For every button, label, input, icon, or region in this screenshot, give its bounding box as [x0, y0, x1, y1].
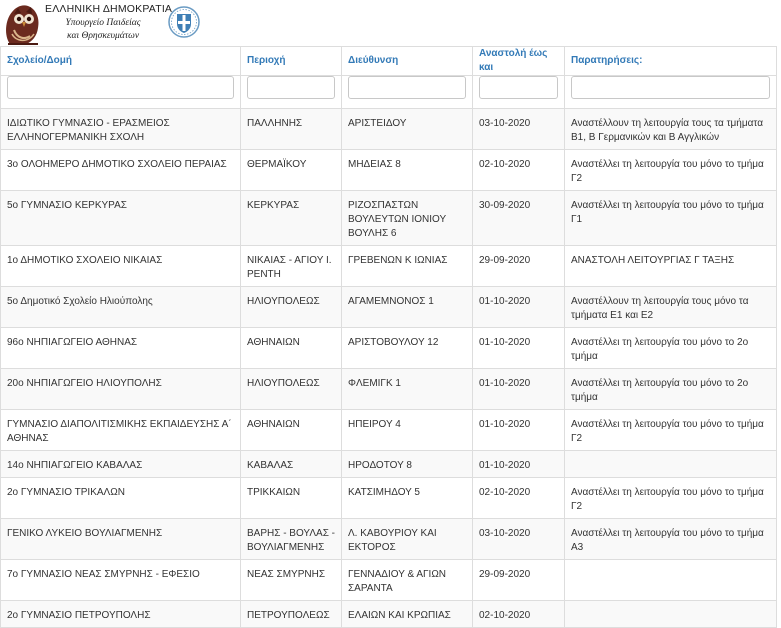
owl-logo-icon — [2, 0, 44, 46]
cell-suspension-until: 01-10-2020 — [473, 328, 565, 369]
table-header-row — [1, 47, 777, 76]
table-row — [1, 109, 777, 150]
cell-suspension-until: 03-10-2020 — [473, 519, 565, 560]
cell-suspension-until: 30-09-2020 — [473, 191, 565, 246]
cell-suspension-until: 02-10-2020 — [473, 150, 565, 191]
cell-area: ΠΕΤΡΟΥΠΟΛΕΩΣ — [241, 601, 342, 628]
table-row — [1, 246, 777, 287]
cell-school: ΓΥΜΝΑΣΙΟ ΔΙΑΠΟΛΙΤΙΣΜΙΚΗΣ ΕΚΠΑΙΔΕΥΣΗΣ Α΄ ΑΘΗΝΑΣ — [1, 410, 241, 451]
cell-suspension-until: 01-10-2020 — [473, 451, 565, 478]
table-row — [1, 519, 777, 560]
cell-address: ΜΗΔΕΙΑΣ 8 — [342, 150, 473, 191]
cell-school: 20ο ΝΗΠΙΑΓΩΓΕΙΟ ΗΛΙΟΥΠΟΛΗΣ — [1, 369, 241, 410]
ministry-line-1: Υπουργείο Παιδείας — [65, 18, 141, 28]
cell-school: 2ο ΓΥΜΝΑΣΙΟ ΤΡΙΚΑΛΩΝ — [1, 478, 241, 519]
column-header-notes[interactable]: Παρατηρήσεις: — [565, 47, 777, 76]
column-header-school[interactable]: Σχολείο/Δομή — [1, 47, 241, 76]
table-row — [1, 191, 777, 246]
ministry-name — [58, 17, 148, 43]
column-header-suspension-until[interactable]: Αναστολή έως και — [473, 47, 565, 76]
cell-area: ΘΕΡΜΑΪΚΟΥ — [241, 150, 342, 191]
cell-address: ΦΛΕΜΙΓΚ 1 — [342, 369, 473, 410]
table-row — [1, 410, 777, 451]
cell-address: ΑΡΙΣΤΕΙΔΟΥ — [342, 109, 473, 150]
filter-input-suspension-until[interactable] — [479, 76, 558, 99]
school-suspensions-table — [0, 46, 777, 628]
cell-area: ΠΑΛΛΗΝΗΣ — [241, 109, 342, 150]
republic-title: ΕΛΛΗΝΙΚΗ ΔΗΜΟΚΡΑΤΙΑ — [45, 3, 173, 15]
table-row — [1, 560, 777, 601]
cell-address: ΓΡΕΒΕΝΩΝ Κ ΙΩΝΙΑΣ — [342, 246, 473, 287]
cell-address: ΗΡΟΔΟΤΟΥ 8 — [342, 451, 473, 478]
cell-school: 5ο Δημοτικό Σχολείο Ηλιούπολης — [1, 287, 241, 328]
cell-notes: ΑΝΑΣΤΟΛΗ ΛΕΙΤΟΥΡΓΙΑΣ Γ ΤΑΞΗΣ — [565, 246, 777, 287]
cell-notes: Αναστέλλει τη λειτουργία του μόνο το τμήμα Γ2 — [565, 478, 777, 519]
table-row — [1, 328, 777, 369]
cell-address: ΑΓΑΜΕΜΝΟΝΟΣ 1 — [342, 287, 473, 328]
filter-input-notes[interactable] — [571, 76, 770, 99]
cell-school: 3ο ΟΛΟΗΜΕΡΟ ΔΗΜΟΤΙΚΟ ΣΧΟΛΕΙΟ ΠΕΡΑΙΑΣ — [1, 150, 241, 191]
filter-row — [1, 76, 777, 109]
table-row — [1, 369, 777, 410]
cell-notes: Αναστέλλει τη λειτουργία του μόνο το 2ο τμήμα — [565, 328, 777, 369]
cell-address: Λ. ΚΑΒΟΥΡΙΟΥ ΚΑΙ ΕΚΤΟΡΟΣ — [342, 519, 473, 560]
cell-school: 7ο ΓΥΜΝΑΣΙΟ ΝΕΑΣ ΣΜΥΡΝΗΣ - ΕΦΕΣΙΟ — [1, 560, 241, 601]
cell-notes: Αναστέλλουν τη λειτουργία τους μόνο τα τμήματα Ε1 και Ε2 — [565, 287, 777, 328]
cell-area: ΚΕΡΚΥΡΑΣ — [241, 191, 342, 246]
cell-area: ΝΙΚΑΙΑΣ - ΑΓΙΟΥ Ι. ΡΕΝΤΗ — [241, 246, 342, 287]
cell-notes — [565, 451, 777, 478]
table-row — [1, 478, 777, 519]
cell-area: ΒΑΡΗΣ - ΒΟΥΛΑΣ - ΒΟΥΛΙΑΓΜΕΝΗΣ — [241, 519, 342, 560]
cell-address: ΗΠΕΙΡΟΥ 4 — [342, 410, 473, 451]
site-header — [0, 0, 220, 46]
filter-input-address[interactable] — [348, 76, 466, 99]
cell-notes: Αναστέλλει τη λειτουργία του μόνο το τμήμα Α3 — [565, 519, 777, 560]
cell-notes — [565, 601, 777, 628]
cell-suspension-until: 01-10-2020 — [473, 369, 565, 410]
column-header-address[interactable]: Διεύθυνση — [342, 47, 473, 76]
cell-address: ΚΑΤΣΙΜΗΔΟΥ 5 — [342, 478, 473, 519]
cell-address: ΑΡΙΣΤΟΒΟΥΛΟΥ 12 — [342, 328, 473, 369]
cell-school: 14ο ΝΗΠΙΑΓΩΓΕΙΟ ΚΑΒΑΛΑΣ — [1, 451, 241, 478]
ministry-line-2: και Θρησκευμάτων — [66, 31, 140, 41]
cell-notes: Αναστέλλει τη λειτουργία του μόνο το 2ο τμήμα — [565, 369, 777, 410]
cell-area: ΗΛΙΟΥΠΟΛΕΩΣ — [241, 369, 342, 410]
cell-suspension-until: 29-09-2020 — [473, 560, 565, 601]
cell-school: 2ο ΓΥΜΝΑΣΙΟ ΠΕΤΡΟΥΠΟΛΗΣ — [1, 601, 241, 628]
cell-notes: Αναστέλλει τη λειτουργία του μόνο το τμήμα Γ1 — [565, 191, 777, 246]
cell-suspension-until: 01-10-2020 — [473, 287, 565, 328]
cell-notes — [565, 560, 777, 601]
cell-area: ΑΘΗΝΑΙΩΝ — [241, 328, 342, 369]
table-row — [1, 601, 777, 628]
cell-area: ΑΘΗΝΑΙΩΝ — [241, 410, 342, 451]
filter-input-school[interactable] — [7, 76, 234, 99]
cell-suspension-until: 29-09-2020 — [473, 246, 565, 287]
cell-area: ΚΑΒΑΛΑΣ — [241, 451, 342, 478]
cell-school: 96ο ΝΗΠΙΑΓΩΓΕΙΟ ΑΘΗΝΑΣ — [1, 328, 241, 369]
cell-suspension-until: 02-10-2020 — [473, 601, 565, 628]
table-row — [1, 451, 777, 478]
cell-area: ΗΛΙΟΥΠΟΛΕΩΣ — [241, 287, 342, 328]
cell-suspension-until: 01-10-2020 — [473, 410, 565, 451]
filter-input-area[interactable] — [247, 76, 335, 99]
cell-suspension-until: 02-10-2020 — [473, 478, 565, 519]
cell-address: ΕΛΑΙΩΝ ΚΑΙ ΚΡΩΠΙΑΣ — [342, 601, 473, 628]
cell-notes: Αναστέλλουν τη λειτουργία τους τα τμήματα Β1, Β Γερμανικών και Β Αγγλικών — [565, 109, 777, 150]
cell-suspension-until: 03-10-2020 — [473, 109, 565, 150]
table-row — [1, 287, 777, 328]
cell-notes: Αναστέλλει τη λειτουργία του μόνο το τμήμα Γ2 — [565, 150, 777, 191]
table-row — [1, 150, 777, 191]
cell-address: ΡΙΖΟΣΠΑΣΤΩΝ ΒΟΥΛΕΥΤΩΝ ΙΟΝΙΟΥ ΒΟΥΛΗΣ 6 — [342, 191, 473, 246]
cell-address: ΓΕΝΝΑΔΙΟΥ & ΑΓΙΩΝ ΣΑΡΑΝΤΑ — [342, 560, 473, 601]
cell-area: ΝΕΑΣ ΣΜΥΡΝΗΣ — [241, 560, 342, 601]
cell-area: ΤΡΙΚΚΑΙΩΝ — [241, 478, 342, 519]
cell-notes: Αναστέλλει τη λειτουργία του μόνο το τμήμα Γ2 — [565, 410, 777, 451]
column-header-area[interactable]: Περιοχή — [241, 47, 342, 76]
greek-emblem-icon — [167, 5, 201, 39]
cell-school: 5ο ΓΥΜΝΑΣΙΟ ΚΕΡΚΥΡΑΣ — [1, 191, 241, 246]
cell-school: ΙΔΙΩΤΙΚΟ ΓΥΜΝΑΣΙΟ - ΕΡΑΣΜΕΙΟΣ ΕΛΛΗΝΟΓΕΡΜΑΝΙΚΗ ΣΧΟΛΗ — [1, 109, 241, 150]
cell-school: ΓΕΝΙΚΟ ΛΥΚΕΙΟ ΒΟΥΛΙΑΓΜΕΝΗΣ — [1, 519, 241, 560]
cell-school: 1ο ΔΗΜΟΤΙΚΟ ΣΧΟΛΕΙΟ ΝΙΚΑΙΑΣ — [1, 246, 241, 287]
